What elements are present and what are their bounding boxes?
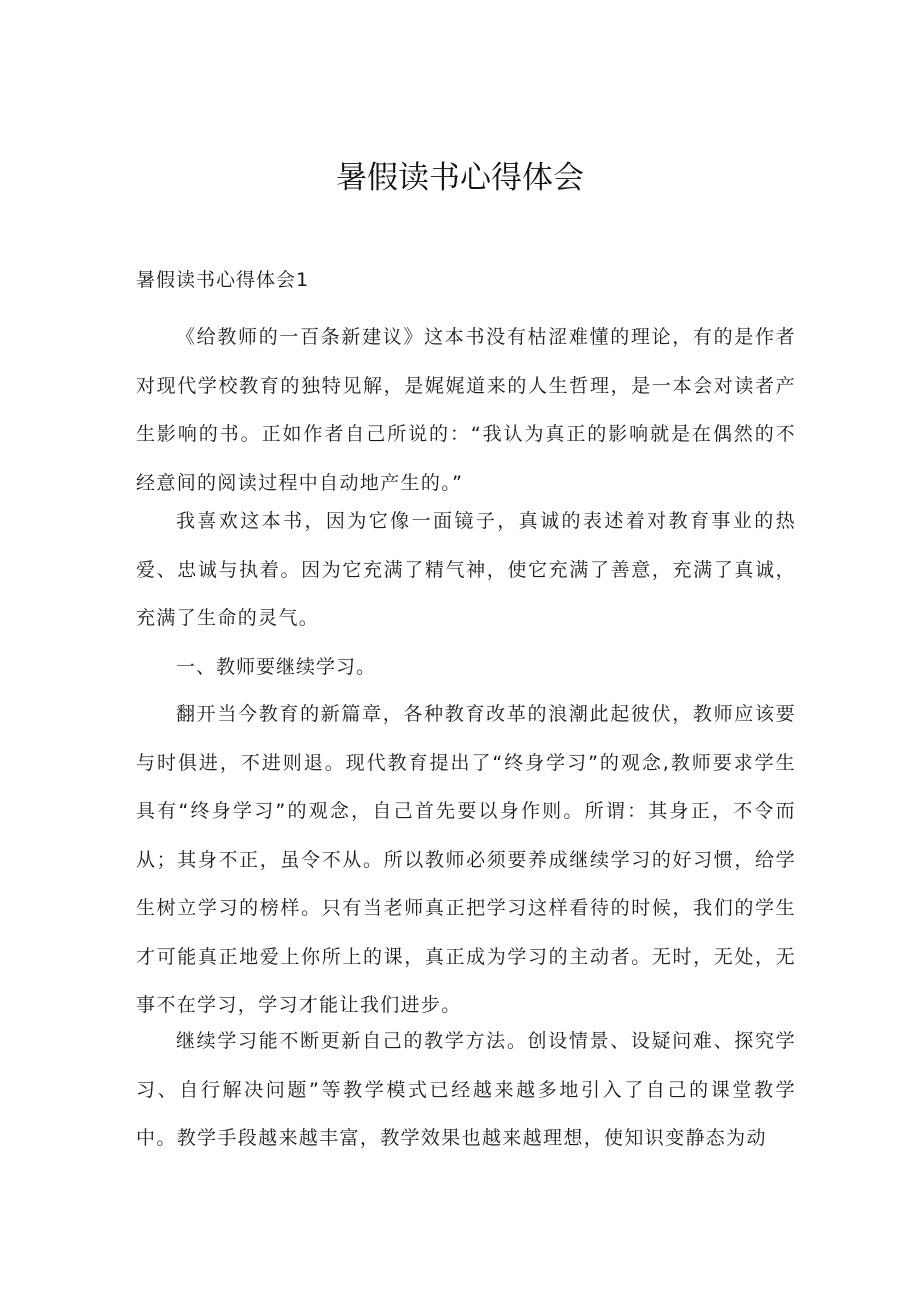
section-heading: 暑假读书心得体会1 <box>136 269 310 291</box>
paragraph-intro: 《给教师的一百条新建议》这本书没有枯涩难懂的理论，有的是作者对现代学校教育的独特见解，是娓娓道来的人生哲理，是一本会对读者产生影响的书。正如作者自己所说的：“我认为真正的影响就是在偶然的不经意间的阅读过程中自动地产生的。” <box>136 326 796 494</box>
paragraph-point-one-heading: 一、教师要继续学习。 <box>176 656 377 678</box>
paragraph-lifelong-learning: 翻开当今教育的新篇章，各种教育改革的浪潮此起彼伏，教师应该要与时俱进，不进则退。现代教育提出了“终身学习”的观念,教师要求学生具有“终身学习”的观念，自己首先要以身作则。所谓：其身正，不令而从；其身不正，虽令不从。所以教师必须要养成继续学习的好习惯，给学生树立学习的榜样。只有当老师真正把学习这样看待的时候，我们的学生才可能真正地爱上你所上的课，真正成为学习的主动者。无时，无处，无事不在学习，学习才能让我们进步。 <box>136 703 796 1016</box>
paragraph-teaching-methods: 继续学习能不断更新自己的教学方法。创设情景、设疑问难、探究学习、自行解决问题”等教学模式已经越来越多地引入了自己的课堂教学中。教学手段越来越丰富，教学效果也越来越理想，使知识变静态为动 <box>136 1030 796 1149</box>
paragraph-mirror: 我喜欢这本书，因为它像一面镜子，真诚的表述着对教育事业的热爱、忠诚与执着。因为它充满了精气神，使它充满了善意，充满了真诚，充满了生命的灵气。 <box>136 510 796 629</box>
document-title: 暑假读书心得体会 <box>336 160 584 196</box>
